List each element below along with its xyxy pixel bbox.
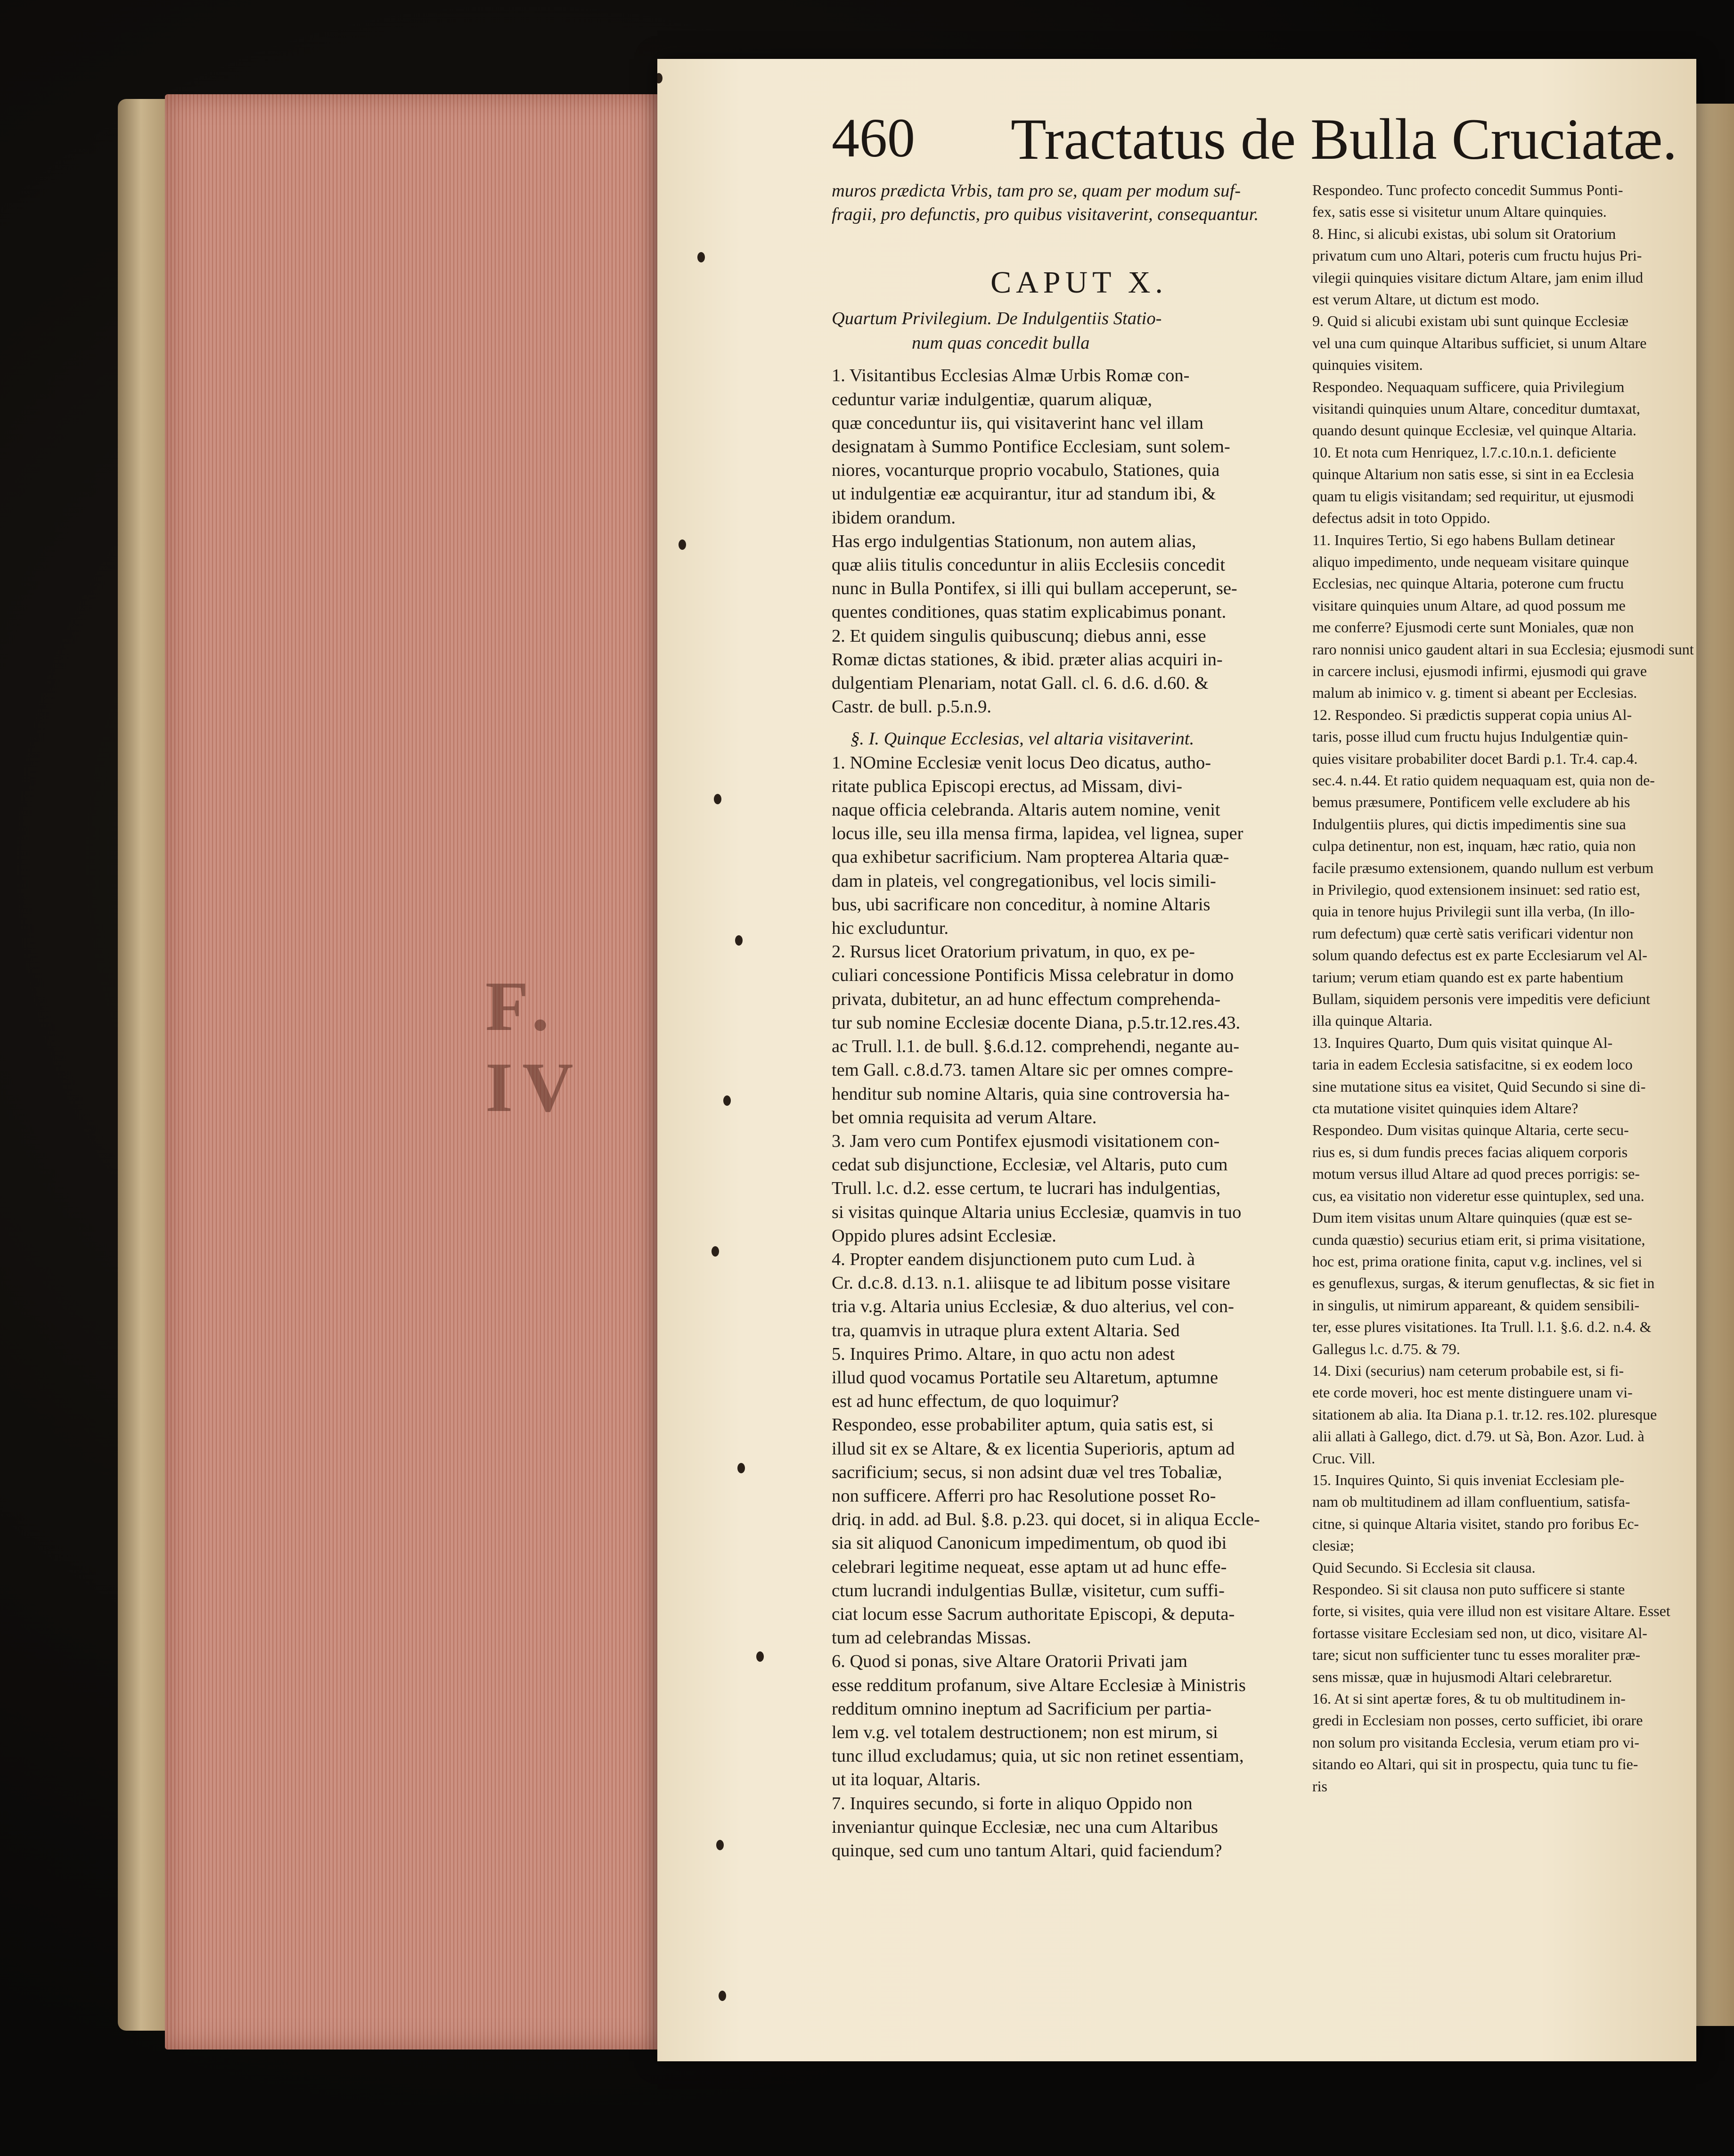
text-line: tem Gall. c.8.d.73. tamen Altare sic per omnes compre-	[832, 1060, 1234, 1080]
text-line: Cr. d.c.8. d.13. n.1. aliisque te ad libitum posse visitare	[832, 1273, 1230, 1293]
text-line: naque officia celebranda. Altaris autem nomine, venit	[832, 800, 1220, 820]
text-line: ut indulgentiæ eæ acquirantur, itur ad standum ibi, &	[832, 484, 1216, 504]
text-line: driq. in add. ad Bul. §.8. p.23. qui docet, si in aliqua Eccle-	[832, 1510, 1260, 1530]
text-line: sitationem ab alia. Ita Diana p.1. tr.12. res.102. pluresque	[1312, 1405, 1657, 1423]
text-line: vel una cum quinque Altaribus sufficiet, si unum Altare	[1312, 334, 1647, 351]
subtitle-line: Quartum Privilegium. De Indulgentiis Statio-	[832, 309, 1162, 329]
text-line: quinque Altarium non satis esse, si sint in ea Ecclesia	[1312, 466, 1634, 483]
text-line: muros prædicta Vrbis, tam pro se, quam per modum suf-	[832, 181, 1241, 201]
text-line: Respondeo. Si sit clausa non puto sufficere si stante	[1312, 1581, 1625, 1598]
text-line: Has ergo indulgentias Stationum, non autem alias,	[832, 531, 1196, 551]
text-line: in carcere inclusi, ejusmodi infirmi, ejusmodi qui grave	[1312, 662, 1647, 679]
text-line: illa quinque Altaria.	[1312, 1012, 1433, 1029]
text-line: esse redditum profanum, sive Altare Ecclesiæ à Ministris	[832, 1675, 1246, 1695]
wormhole	[679, 539, 686, 550]
text-line: tare; sicut non sufficienter tunc tu esses moraliter præ-	[1312, 1646, 1641, 1664]
text-line: 2. Et quidem singulis quibuscunq; diebus anni, esse	[832, 626, 1206, 646]
text-line: motum versus illud Altare ad quod preces porrigis: se-	[1312, 1165, 1640, 1183]
text-line: quæ conceduntur iis, qui visitaverint hanc vel illam	[832, 413, 1204, 433]
text-line: alii allati à Gallego, dict. d.79. ut Sà, Bon. Azor. Lud. à	[1312, 1428, 1644, 1445]
text-line: 10. Et nota cum Henriquez, l.7.c.10.n.1. deficiente	[1312, 443, 1617, 461]
text-line: clesiæ;	[1312, 1537, 1354, 1554]
section-title: §. I. Quinque Ecclesias, vel altaria visitaverint.	[851, 729, 1194, 749]
text-line: ter, esse plures visitationes. Ita Trull. l.1. §.6. d.2. n.4. &	[1312, 1318, 1652, 1336]
text-line: 1. Visitantibus Ecclesias Almæ Urbis Romæ con-	[832, 366, 1190, 386]
text-line: Romæ dictas stationes, & ibid. præter alias acquiri in-	[832, 649, 1223, 670]
text-line: in singulis, ut nimirum appareant, & quidem sensibili-	[1312, 1296, 1640, 1314]
text-line: tum ad celebrandas Missas.	[832, 1628, 1031, 1648]
text-line: ut ita loquar, Altaris.	[832, 1770, 981, 1790]
text-line: nunc in Bulla Pontifex, si illi qui bullam acceperunt, se-	[832, 579, 1237, 599]
right-column	[1312, 179, 1696, 1797]
text-line: quies visitare probabiliter docet Bardi p.1. Tr.4. cap.4.	[1312, 750, 1638, 767]
text-line: Cruc. Vill.	[1312, 1449, 1375, 1467]
text-line: in Privilegio, quod extensionem insinuet: sed ratio est,	[1312, 881, 1640, 898]
text-line: redditum omnino ineptum ad Sacrificium per partia-	[832, 1699, 1212, 1719]
text-line: Gallegus l.c. d.75. & 79.	[1312, 1340, 1460, 1357]
text-line: citne, si quinque Altaria visitet, stando pro foribus Ec-	[1312, 1515, 1639, 1532]
text-line: quia in tenore hujus Privilegii sunt illa verba, (In illo-	[1312, 903, 1635, 920]
text-line: nam ob multitudinem ad illam confluentium, satisfa-	[1312, 1493, 1630, 1511]
text-line: dulgentiam Plenariam, notat Gall. cl. 6. d.6. d.60. &	[832, 673, 1209, 694]
text-line: cunda quæstio) securius etiam erit, si prima visitatione,	[1312, 1231, 1645, 1248]
page-number: 460	[832, 107, 915, 169]
intro-lines	[832, 179, 1326, 226]
text-line: Oppido plures adsint Ecclesiæ.	[832, 1225, 1056, 1246]
running-title: Tractatus de Bulla Cruciatæ.	[1011, 107, 1677, 172]
text-line: tra, quamvis in utraque plura extent Altaria. Sed	[832, 1320, 1180, 1340]
text-line: 5. Inquires Primo. Altare, in quo actu non adest	[832, 1344, 1175, 1364]
text-line: 6. Quod si ponas, sive Altare Oratorii Privati jam	[832, 1651, 1187, 1672]
text-line: Respondeo, esse probabiliter aptum, quia satis est, si	[832, 1415, 1214, 1435]
text-line: fragii, pro defunctis, pro quibus visitaverint, consequantur.	[832, 204, 1259, 225]
text-line: cedat sub disjunctione, Ecclesiæ, vel Altaris, puto cum	[832, 1155, 1228, 1175]
text-line: gredi in Ecclesiam non posses, certo sufficiet, ibi orare	[1312, 1712, 1643, 1729]
text-line: 4. Propter eandem disjunctionem puto cum Lud. à	[832, 1249, 1195, 1269]
text-line: non sufficere. Afferri pro hac Resolutione posset Ro-	[832, 1486, 1216, 1506]
text-line: ibidem orandum.	[832, 507, 956, 528]
text-line: tria v.g. Altaria unius Ecclesiæ, & duo alterius, vel con-	[832, 1297, 1234, 1317]
text-line: locus ille, seu illa mensa firma, lapidea, vel lignea, super	[832, 824, 1243, 844]
wormhole	[723, 1095, 731, 1106]
text-line: quentes conditiones, quas statim explicabimus ponant.	[832, 602, 1227, 622]
text-line: visitare quinquies unum Altare, ad quod possum me	[1312, 596, 1626, 614]
wormhole	[756, 1651, 764, 1662]
text-line: culiari concessione Pontificis Missa celebratur in domo	[832, 965, 1234, 986]
text-line: quinque, sed cum uno tantum Altari, quid faciendum?	[832, 1841, 1222, 1861]
text-line: fortasse visitare Ecclesiam sed non, ut dico, visitare Al-	[1312, 1624, 1647, 1642]
text-line: solum quando defectus est ex parte Ecclesiarum vel Al-	[1312, 947, 1647, 964]
text-line: sia sit aliquod Canonicum impedimentum, ob quod ibi	[832, 1533, 1227, 1553]
text-line: sec.4. n.44. Et ratio quidem nequaquam est, quia non de-	[1312, 771, 1655, 789]
text-line: lem v.g. vel totalem destructionem; non est mirum, si	[832, 1722, 1218, 1742]
wormhole	[737, 1463, 745, 1473]
chapter-title: CAPUT X.	[990, 265, 1168, 300]
text-line: defectus adsit in toto Oppido.	[1312, 509, 1490, 527]
text-line: ctum lucrandi indulgentias Bullæ, visitetur, cum suffi-	[832, 1580, 1225, 1601]
text-line: cta mutatione visitet quinquies idem Altare?	[1312, 1100, 1579, 1117]
text-line: sacrificium; secus, si non adsint duæ vel tres Tobaliæ,	[832, 1462, 1222, 1482]
wormhole	[697, 252, 705, 262]
text-line: Bullam, siquidem personis vere impeditis vere deficiunt	[1312, 990, 1651, 1008]
body-block-1	[832, 364, 1326, 719]
text-line: Indulgentiis plures, qui dictis impedimentis sine sua	[1312, 815, 1626, 833]
text-line: privata, dubitetur, an ad hunc effectum comprehenda-	[832, 989, 1221, 1009]
wormhole	[716, 1840, 724, 1850]
text-line: hic excluduntur.	[832, 918, 949, 939]
text-line: ris	[1312, 1777, 1327, 1795]
text-line: sitando eo Altari, qui sit in prospectu, quia tunc tu fie-	[1312, 1756, 1638, 1773]
text-line: ceduntur variæ indulgentiæ, quarum aliquæ,	[832, 389, 1153, 409]
text-line: 12. Respondeo. Si prædictis supperat copia unius Al-	[1312, 706, 1632, 723]
wormhole	[719, 1991, 726, 2001]
text-line: tunc illud excludamus; quia, ut sic non retinet essentiam,	[832, 1746, 1244, 1766]
text-line: illud quod vocamus Portatile seu Altaretum, aptumne	[832, 1367, 1219, 1388]
edge-shelf-mark: F. IV	[485, 967, 583, 1127]
text-line: Respondeo. Tunc profecto concedit Summus Ponti-	[1312, 181, 1623, 198]
text-line: est ad hunc effectum, de quo loquimur?	[832, 1391, 1119, 1412]
text-line: quæ aliis titulis conceduntur in aliis Ecclesiis concedit	[832, 555, 1226, 575]
text-line: rius es, si dum fundis preces facias aliquem corporis	[1312, 1143, 1628, 1160]
chapter-subtitle	[832, 306, 1326, 355]
text-line: quinquies visitem.	[1312, 356, 1423, 374]
text-line: aliquo impedimento, unde nequeam visitare quinque	[1312, 553, 1629, 570]
subtitle-line: num quas concedit bulla	[912, 333, 1090, 353]
left-column	[832, 179, 1326, 1862]
text-line: 14. Dixi (securius) nam ceterum probabile est, si fi-	[1312, 1362, 1624, 1379]
text-line: Quid Secundo. Si Ecclesia sit clausa.	[1312, 1559, 1536, 1576]
page-block-edge	[165, 94, 664, 2050]
text-line: Trull. l.c. d.2. esse certum, te lucrari has indulgentias,	[832, 1178, 1221, 1199]
body-block-2	[832, 751, 1326, 1863]
text-line: ete corde moveri, hoc est mente distinguere unam vi-	[1312, 1384, 1633, 1401]
text-line: fex, satis esse si visitetur unum Altare quinquies.	[1312, 203, 1607, 220]
text-line: bus, ubi sacrificare non conceditur, à nomine Altaris	[832, 894, 1211, 915]
page-header	[832, 97, 1680, 177]
text-line: sens missæ, quæ in hujusmodi Altari celebraretur.	[1312, 1668, 1612, 1685]
text-line: 11. Inquires Tertio, Si ego habens Bullam detinear	[1312, 531, 1615, 548]
text-line: non solum pro visitanda Ecclesia, verum etiam pro vi-	[1312, 1733, 1640, 1751]
text-line: quam tu eligis visitandam; sed requiritur, ut ejusmodi	[1312, 487, 1635, 505]
text-line: ritate publica Episcopi erectus, ad Missam, divi-	[832, 776, 1183, 796]
text-line: ac Trull. l.1. de bull. §.6.d.12. comprehendi, negante au-	[832, 1037, 1240, 1057]
text-line: taris, posse illud cum fructu hujus Indulgentiæ quin-	[1312, 728, 1628, 745]
text-line: malum ab inimico v. g. timent si abeant per Ecclesias.	[1312, 684, 1637, 702]
text-line: dam in plateis, vel congregationibus, vel locis simili-	[832, 871, 1216, 891]
text-line: bet omnia requisita ad verum Altare.	[832, 1107, 1097, 1127]
text-line: Respondeo. Dum visitas quinque Altaria, certe secu-	[1312, 1121, 1629, 1139]
text-line: Respondeo. Nequaquam sufficere, quia Privilegium	[1312, 378, 1625, 395]
text-line: culpa detinentur, non est, inquam, hæc ratio, quia non	[1312, 837, 1636, 855]
text-line: 15. Inquires Quinto, Si quis inveniat Ecclesiam ple-	[1312, 1471, 1625, 1488]
text-line: 16. At si sint apertæ fores, & tu ob multitudinem in-	[1312, 1690, 1626, 1707]
text-line: niores, vocanturque proprio vocabulo, Stationes, quia	[832, 460, 1220, 481]
text-line: 1. NOmine Ecclesiæ venit locus Deo dicatus, autho-	[832, 752, 1211, 773]
text-line: cus, ea visitatio non videretur esse quintuplex, sed una.	[1312, 1187, 1644, 1204]
text-line: 8. Hinc, si alicubi existas, ubi solum sit Oratorium	[1312, 225, 1616, 242]
wormhole	[657, 73, 663, 83]
text-line: Castr. de bull. p.5.n.9.	[832, 697, 991, 717]
text-line: me conferre? Ejusmodi certe sunt Moniales, quæ non	[1312, 619, 1634, 636]
wormhole	[735, 935, 743, 946]
text-line: inveniantur quinque Ecclesiæ, nec una cum Altaribus	[832, 1817, 1219, 1837]
text-line: visitandi quinquies unum Altare, conceditur dumtaxat,	[1312, 400, 1640, 417]
text-line: facile præsumo extensionem, quando nullum est verbum	[1312, 859, 1654, 876]
book-page	[657, 59, 1696, 2061]
text-line: 2. Rursus licet Oratorium privatum, in quo, ex pe-	[832, 942, 1195, 962]
wormhole	[712, 1246, 719, 1257]
text-line: 7. Inquires secundo, si forte in aliquo Oppido non	[832, 1793, 1193, 1813]
text-line: illud sit ex se Altare, & ex licentia Superioris, aptum ad	[832, 1438, 1235, 1459]
text-line: vilegii quinquies visitare dictum Altare, jam enim illud	[1312, 269, 1644, 286]
text-line: 9. Quid si alicubi existam ubi sunt quinque Ecclesiæ	[1312, 312, 1629, 330]
text-line: designatam à Summo Pontifice Ecclesiam, sunt solem-	[832, 437, 1230, 457]
text-line: bemus præsumere, Pontificem velle excludere ab his	[1312, 793, 1630, 811]
text-line: si visitas quinque Altaria unius Ecclesiæ, quamvis in tuo	[832, 1202, 1242, 1222]
text-line: forte, si visites, quia vere illud non est visitare Altare. Esset	[1312, 1602, 1670, 1620]
text-line: es genuflexus, surgas, & iterum genuflectas, & sic fiet in	[1312, 1274, 1655, 1292]
text-line: tarium; verum etiam quando est ex parte habentium	[1312, 968, 1624, 986]
text-line: Dum item visitas unum Altare quinquies (quæ est se-	[1312, 1209, 1633, 1226]
text-line: qua exhibetur sacrificium. Nam propterea Altaria quæ-	[832, 847, 1229, 867]
text-line: hoc est, prima oratione finita, caput v.g. inclines, vel si	[1312, 1252, 1642, 1270]
text-line: tur sub nomine Ecclesiæ docente Diana, p.5.tr.12.res.43.	[832, 1013, 1241, 1033]
text-line: privatum cum uno Altari, poteris cum fructu hujus Pri-	[1312, 247, 1642, 264]
text-line: 3. Jam vero cum Pontifex ejusmodi visitationem con-	[832, 1131, 1220, 1151]
text-line: henditur sub nomine Altaris, quia sine controversia ha-	[832, 1084, 1230, 1104]
text-line: 13. Inquires Quarto, Dum quis visitat quinque Al-	[1312, 1034, 1613, 1051]
text-line: est verum Altare, ut dictum est modo.	[1312, 291, 1539, 308]
text-line: celebrari legitime nequeat, esse aptam ut ad hunc effe-	[832, 1557, 1227, 1577]
wormhole	[714, 794, 721, 804]
text-line: Ecclesias, nec quinque Altaria, poterone cum fructu	[1312, 575, 1624, 592]
text-line: ciat locum esse Sacrum authoritate Episcopi, & deputa-	[832, 1604, 1235, 1624]
text-line: rum defectum) quæ certè satis verificari videntur non	[1312, 924, 1634, 942]
text-line: sine mutatione situs ea visitet, Quid Secundo si sine di-	[1312, 1078, 1646, 1095]
text-line: taria in eadem Ecclesia satisfacitne, si ex eodem loco	[1312, 1056, 1633, 1073]
text-line: quando desunt quinque Ecclesiæ, vel quinque Altaria.	[1312, 422, 1636, 439]
text-line: raro nonnisi unico gaudent altari in sua Ecclesia; ejusmodi sunt	[1312, 640, 1694, 658]
